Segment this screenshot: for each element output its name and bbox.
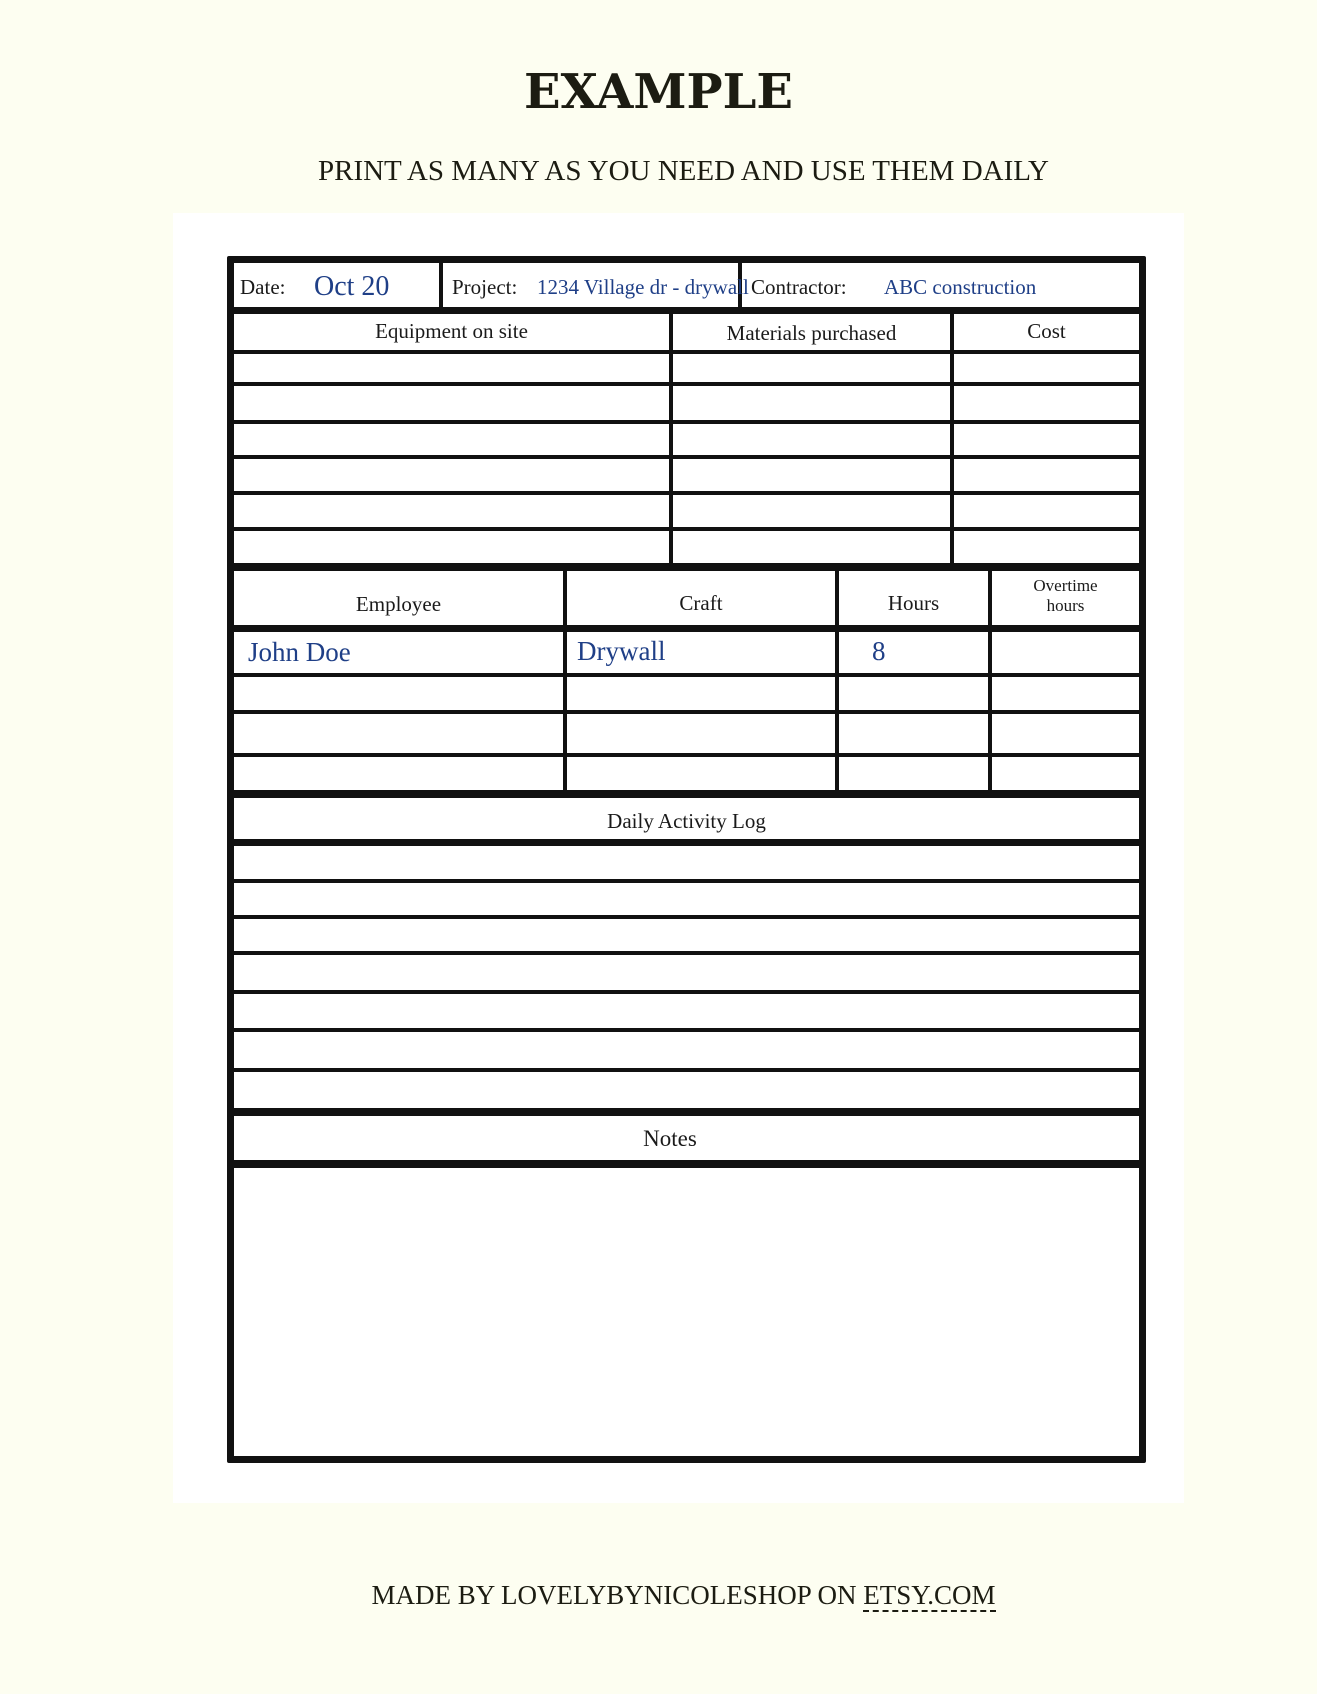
table-rule	[234, 710, 1139, 714]
table-rule	[234, 382, 1139, 386]
daily-log-form	[227, 256, 1146, 1463]
overtime-header-line1: Overtime	[1033, 576, 1098, 595]
log-rule	[234, 1068, 1139, 1072]
employee-hours: 8	[872, 636, 886, 666]
divider	[234, 790, 1139, 798]
craft-header: Craft	[679, 591, 723, 615]
hours-header: Hours	[887, 591, 940, 615]
divider	[234, 839, 1139, 846]
page-subtitle: PRINT AS MANY AS YOU NEED AND USE THEM DAILY	[317, 155, 1049, 187]
date-label: Date:	[240, 275, 286, 299]
log-rule	[234, 990, 1139, 994]
activity-log-header: Daily Activity Log	[607, 809, 766, 833]
divider	[234, 307, 1139, 314]
divider	[234, 563, 1139, 571]
log-rule	[234, 879, 1139, 883]
table-rule	[234, 491, 1139, 495]
equipment-header: Equipment on site	[375, 319, 528, 343]
date-value: Oct 20	[314, 271, 390, 302]
project-label: Project:	[452, 275, 518, 299]
page-title: EXAMPLE	[524, 64, 793, 120]
divider	[234, 625, 1139, 632]
table-rule	[234, 527, 1139, 531]
divider	[439, 263, 443, 309]
employee-name: John Doe	[248, 637, 351, 667]
table-rule	[234, 350, 1139, 354]
project-value: 1234 Village dr - drywall	[537, 275, 749, 299]
footer-text: MADE BY LOVELYBYNICOLESHOP ON	[371, 1580, 864, 1610]
overtime-header-line2: hours	[1046, 596, 1085, 615]
table-rule	[234, 753, 1139, 757]
employee-header: Employee	[355, 592, 442, 616]
cost-header: Cost	[1027, 319, 1066, 343]
log-rule	[234, 951, 1139, 955]
table-rule	[234, 673, 1139, 677]
divider	[234, 1160, 1139, 1168]
footer-credit	[0, 1580, 1317, 1611]
materials-header: Materials purchased	[726, 321, 897, 345]
divider	[234, 1108, 1139, 1116]
employee-craft: Drywall	[577, 636, 666, 666]
notes-header: Notes	[643, 1126, 697, 1151]
contractor-value: ABC construction	[884, 275, 1037, 299]
table-rule	[234, 420, 1139, 424]
etsy-link[interactable]: ETSY.COM	[863, 1580, 996, 1610]
log-rule	[234, 1028, 1139, 1032]
log-rule	[234, 915, 1139, 919]
table-rule	[234, 455, 1139, 459]
contractor-label: Contractor:	[751, 275, 847, 299]
